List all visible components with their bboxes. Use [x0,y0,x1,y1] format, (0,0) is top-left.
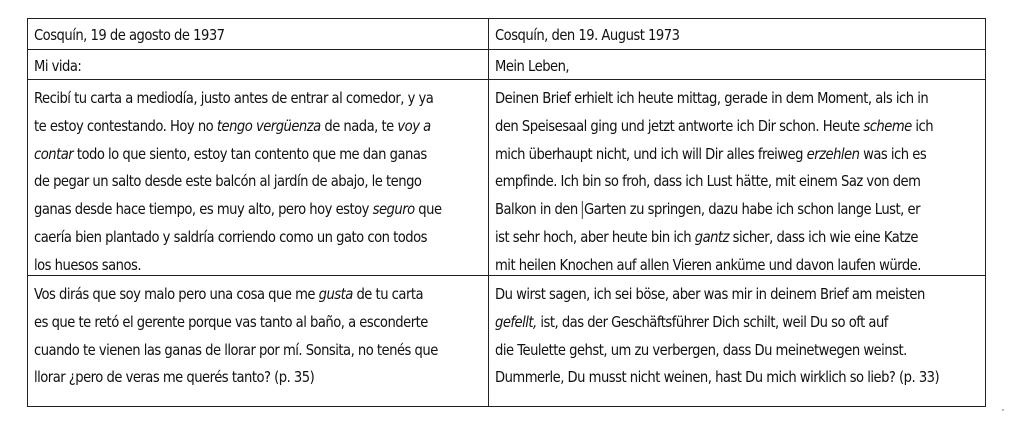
text-line: caería bien plantado y saldría corriendo como un gato con todos [34,227,427,246]
text-line: die Teulette gehst, um zu verbergen, dass Du meinetwegen weinst. [495,340,907,359]
text-line: gefellt, ist, das der Geschäftsführer Dich schilt, weil Du so oft auf [495,312,888,331]
german-column [489,19,985,406]
text-line: de pegar un salto desde este balcón al jardín de abajo, le tengo [34,172,422,191]
text-line: es que te retó el gerente porque vas tanto al baño, a esconderte [34,312,428,331]
text-line: contar todo lo que siento, estoy tan contento que me dan ganas [34,144,427,163]
italic-word: voy a [397,116,431,135]
text-line: los huesos sanos. [34,255,142,274]
spanish-paragraph-1 [28,80,488,276]
text-line: llorar ¿pero de veras me querés tanto? (p. 35) [34,368,315,387]
german-salutation-text: Mein Leben, [495,57,570,75]
translation-table [27,18,986,407]
text-line: Balkon in den Garten zu springen, dazu habe ich schon lange Lust, er [495,200,920,219]
spanish-paragraph-2 [28,276,488,406]
italic-word: tengo vergüenza [216,116,321,135]
spanish-salutation [28,50,488,80]
text-line: ist sehr hoch, aber heute bin ich gantz sicher, dass ich wie eine Katze [495,227,918,246]
german-paragraph-2 [489,276,985,406]
italic-word: gefellt, [495,312,537,331]
text-line: cuando te vienen las ganas de llorar por mí. Sonsita, no tenés que [34,340,438,359]
text-cursor [582,201,583,219]
text-line: Vos dirás que soy malo pero una cosa que me gusta de tu carta [34,285,424,303]
spanish-column [28,19,489,406]
german-paragraph-1 [489,80,985,276]
text-line: mit heilen Knochen auf allen Vieren anküme und davon laufen würde. [495,255,921,274]
spanish-salutation-text: Mi vida: [34,57,82,75]
italic-word: gusta [318,285,353,303]
italic-word: gantz [694,227,729,246]
text-line: Deinen Brief erhielt ich heute mittag, gerade in dem Moment, als ich in [495,89,929,107]
text-line: den Speisesaal ging und jetzt antworte ich Dir schon. Heute scheme ich [495,116,934,135]
text-line: Du wirst sagen, ich sei böse, aber was mir in deinem Brief am meisten [495,285,925,303]
italic-word: seguro [372,200,415,219]
text-line: ganas desde hace tiempo, es muy alto, pero hoy estoy seguro que [34,200,442,219]
stray-dot [1002,409,1004,411]
german-salutation [489,50,985,80]
spanish-date-heading [28,19,488,50]
german-date-text: Cosquín, den 19. August 1973 [495,26,680,44]
italic-word: scheme [863,116,912,135]
italic-word: contar [34,144,74,163]
text-line: Recibí tu carta a mediodía, justo antes de entrar al comedor, y ya [34,89,434,107]
german-date-heading [489,19,985,50]
text-line: empfinde. Ich bin so froh, dass ich Lust hätte, mit einem Saz von dem [495,172,921,191]
italic-word: erzehlen [806,144,860,163]
text-line: Dummerle, Du musst nicht weinen, hast Du mich wirklich so lieb? (p. 33) [495,368,940,387]
text-line: te estoy contestando. Hoy no tengo vergüenza de nada, te voy a [34,116,431,135]
text-line: mich überhaupt nicht, und ich will Dir alles freiweg erzehlen was ich es [495,144,927,163]
spanish-date-text: Cosquín, 19 de agosto de 1937 [34,26,225,44]
